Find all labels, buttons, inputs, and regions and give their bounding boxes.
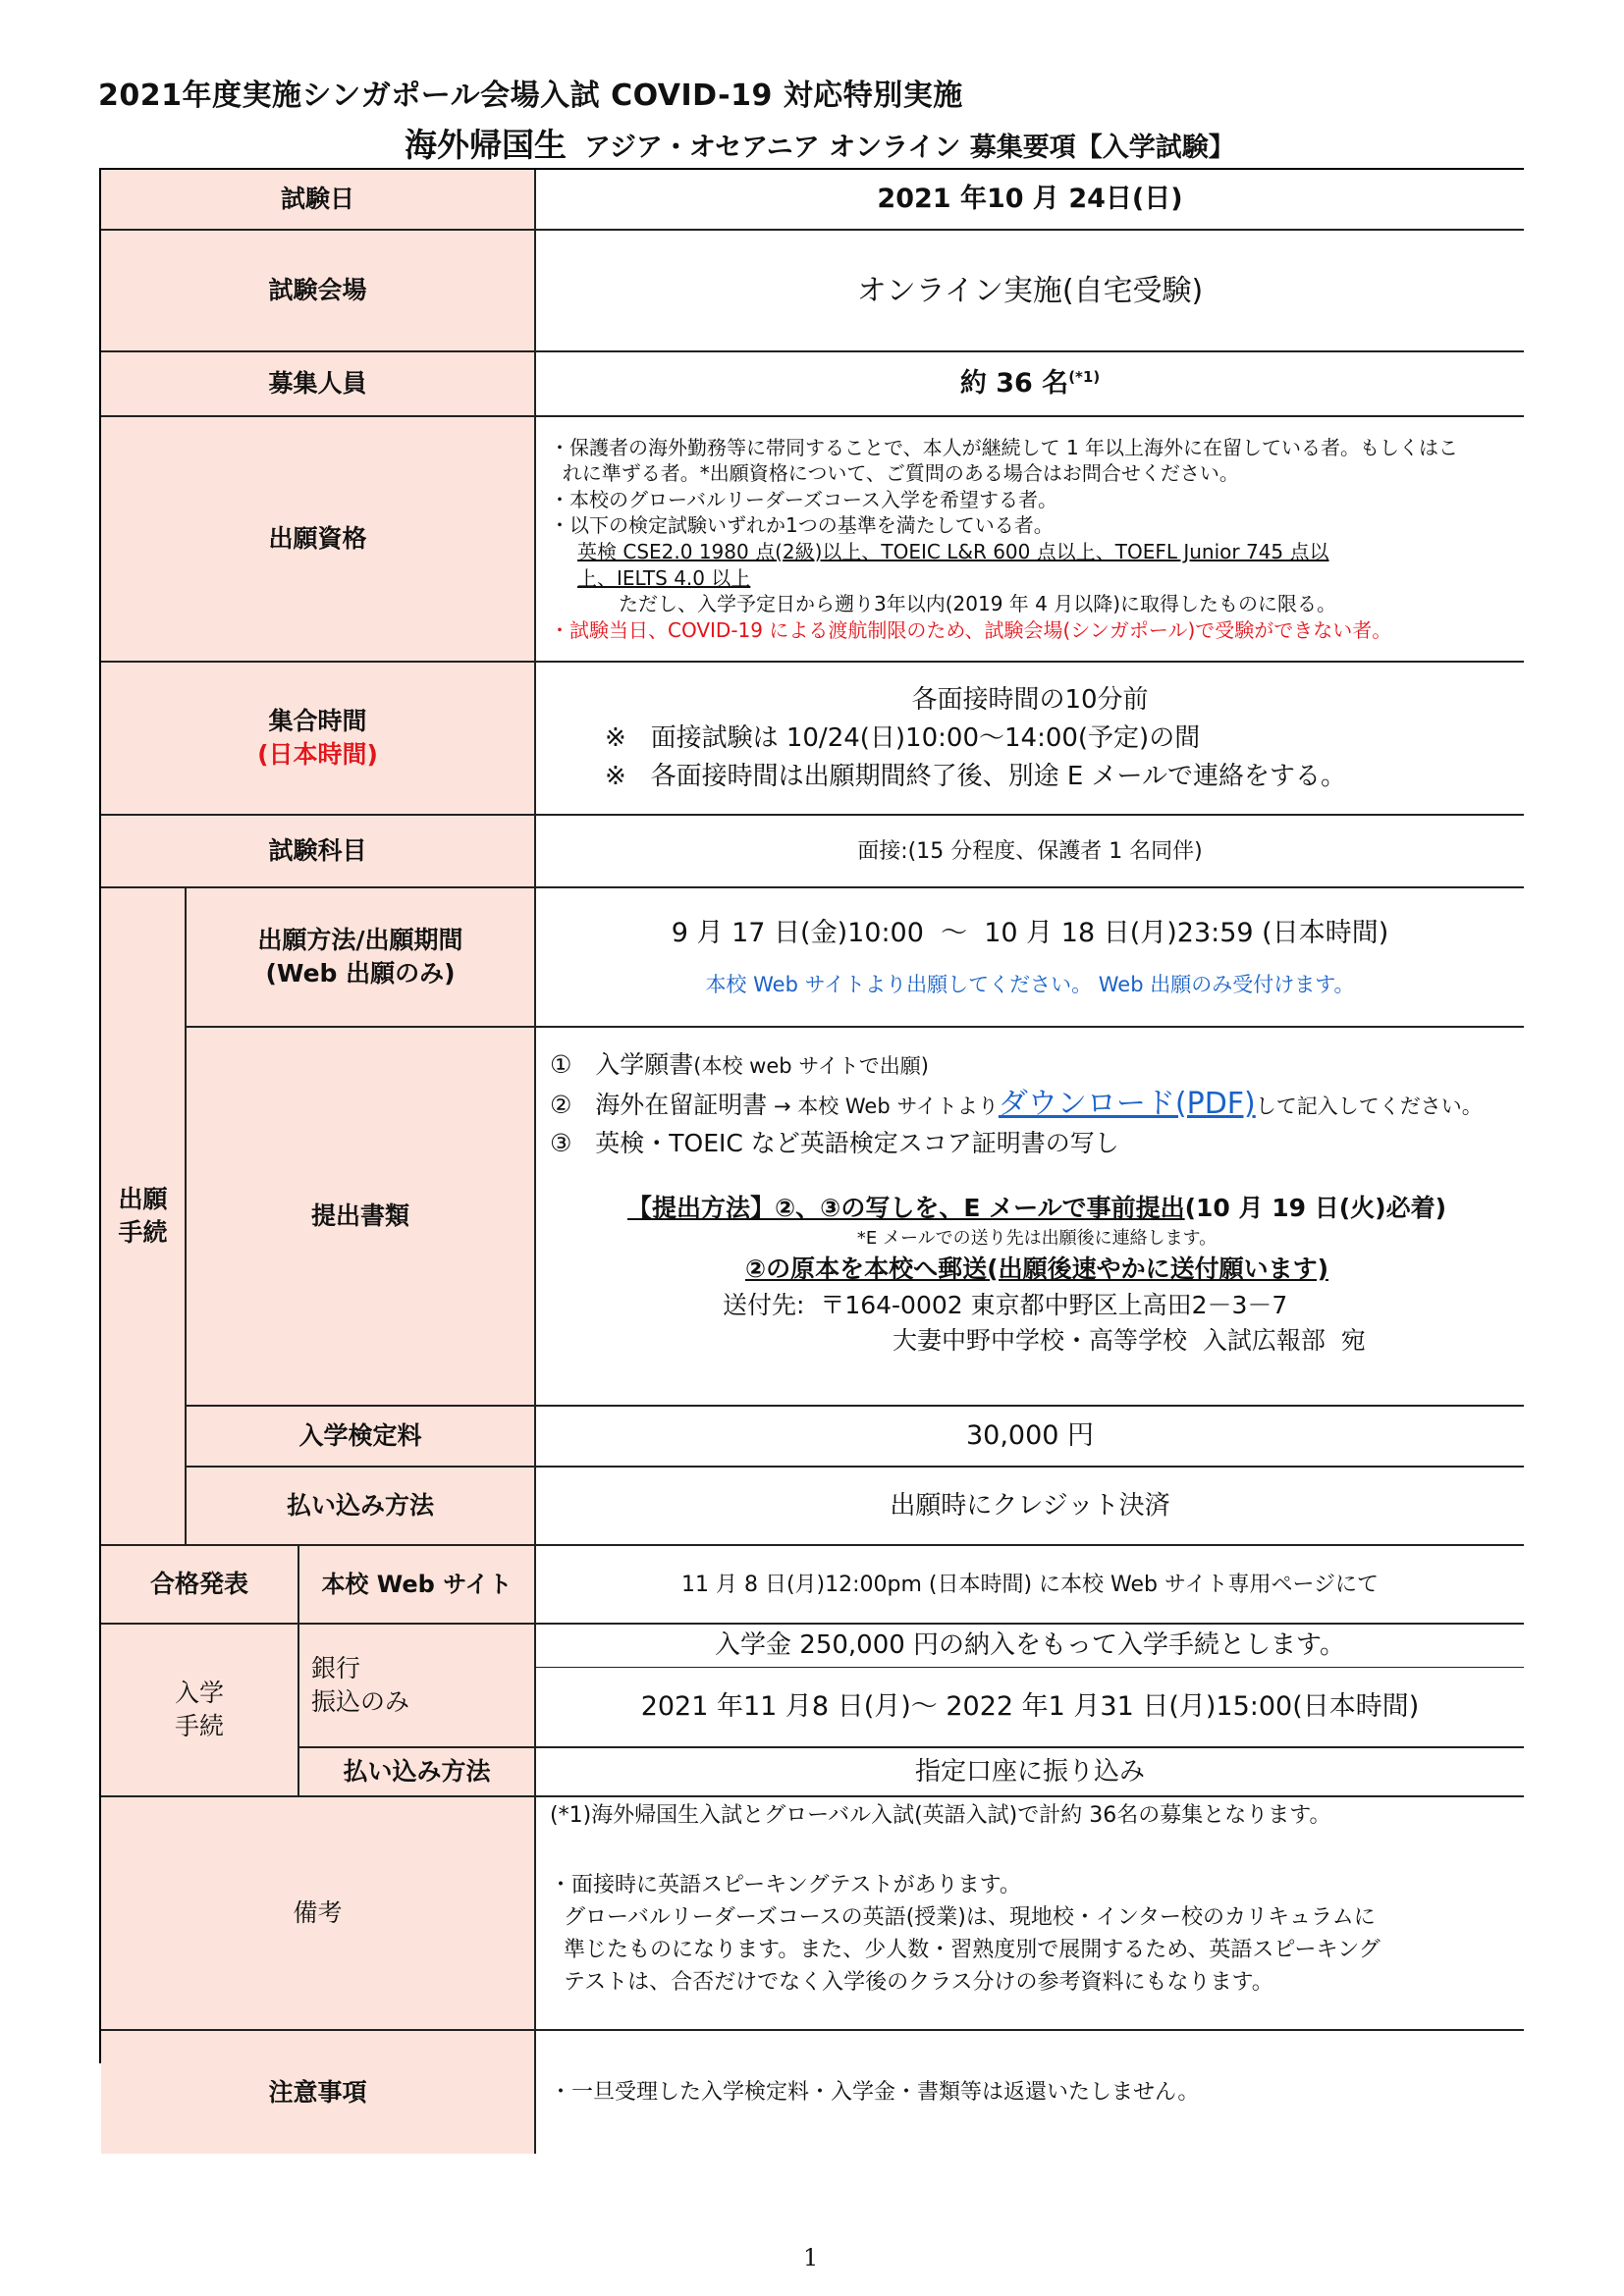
enrollment-label: 入学 手続 (101, 1625, 299, 1797)
method-value: 9 月 17 日(金)10:00 ～ 10 月 18 日(月)23:59 (日本時間) 本校 Web サイトより出願してください。 Web 出願のみ受付けます。 (536, 888, 1524, 1028)
enrollment-fee-line: 入学金 250,000 円の納入をもって入学手続とします。 (536, 1625, 1524, 1668)
bank-transfer-label: 銀行 振込のみ (299, 1625, 536, 1748)
submit-method: 【提出方法】②、③の写しを、E メールで事前提出(10 月 19 日(火)必着) (626, 1194, 1447, 1222)
subjects-value: 面接:(15 分程度、保護者 1 名同伴) (536, 816, 1524, 888)
eligibility-value: ・保護者の海外勤務等に帯同することで、本人が継続して 1 年以上海外に在留している者。もしくはこ れに準ずる者。*出願資格について、ご質問のある場合はお問合せください。 ・本校のグローバルリーダーズコース入学を希望する者。 ・以下の検定試験いずれか1つの基準を満たしている者。 英検 CSE2.0 1980 点(2級)以上、TOEIC L&R 600 点以上、TOEFL Junior 745 点以 上、IELTS 4.0 以上 ただし、入学予定日から遡り3年以内(2019 年 4 月以降)に取得したものに限る。 ・試験当日、COVID-19 による渡航制限のため、試験会場(シンガポール)で受験ができない者。 (536, 417, 1524, 663)
document-item-3: ③ 英検・TOEIC など英語検定スコア証明書の写し (550, 1128, 1119, 1157)
exam-date-value: 2021 年10 月 24日(日) (536, 170, 1524, 231)
announcement-sub-label: 本校 Web サイト (299, 1546, 536, 1625)
remarks-label: 備考 (101, 1797, 536, 2031)
enrollment-payment-label: 払い込み方法 (299, 1748, 536, 1797)
subjects-label: 試験科目 (101, 816, 536, 888)
payment-value: 出願時にクレジット決済 (536, 1468, 1524, 1546)
venue-value: オンライン実施(自宅受験) (536, 231, 1524, 352)
document-title-line1: 2021年度実施シンガポール会場入試 COVID-19 対応特別実施 (98, 79, 963, 113)
capacity-label: 募集人員 (101, 352, 536, 417)
assembly-label: 集合時間 (日本時間) (101, 663, 536, 816)
assembly-value: 各面接時間の10分前 ※ 面接試験は 10/24(日)10:00～14:00(予定)の間 ※ 各面接時間は出願期間終了後、別途 E メールで連絡をする。 (536, 663, 1524, 816)
document-item-2: ② 海外在留証明書 → 本校 Web サイトよりダウンロード(PDF)して記入してください。 (550, 1087, 1483, 1122)
procedure-group-label: 出願 手続 (101, 888, 187, 1546)
notes-label: 注意事項 (101, 2031, 536, 2154)
eligibility-label: 出願資格 (101, 417, 536, 663)
document-title-line2 (405, 120, 1235, 166)
fee-value: 30,000 円 (536, 1407, 1524, 1468)
method-label: 出願方法/出願期間 (Web 出願のみ) (187, 888, 536, 1028)
notes-value: ・一旦受理した入学検定料・入学金・書類等は返還いたしません。 (536, 2031, 1524, 2154)
announcement-value: 11 月 8 日(月)12:00pm (日本時間) に本校 Web サイト専用ページにて (536, 1546, 1524, 1625)
fee-label: 入学検定料 (187, 1407, 536, 1468)
documents-label: 提出書類 (187, 1028, 536, 1407)
announcement-label: 合格発表 (101, 1546, 299, 1625)
payment-label: 払い込み方法 (187, 1468, 536, 1546)
download-pdf-link[interactable]: ダウンロード(PDF) (998, 1087, 1256, 1122)
document-item-1: ① 入学願書(本校 web サイトで出願) (550, 1050, 929, 1079)
capacity-value: 約 36 名$^{(*1)}$ (536, 352, 1524, 417)
documents-value: ① 入学願書(本校 web サイトで出願) ② 海外在留証明書 → 本校 Web サイトよりダウンロード(PDF)して記入してください。 ③ 英検・TOEIC など英語検定スコア証明書の写し 【提出方法】②、③の写しを、E メールで事前提出(10 月 19 日(火)必着) *E メールでの送り先は出願後に連絡します。 ②の原本を本校へ郵送(出願後速やかに送付願います) 送付先: 〒164-0002 東京都中野区上高田2－3－7 大妻中野中学校・高等学校 入試広報部 宛 (536, 1028, 1524, 1407)
title-sub: アジア・オセアニア オンライン 募集要項【入学試験】 (584, 133, 1235, 163)
venue-label: 試験会場 (101, 231, 536, 352)
enrollment-period: 2021 年11 月8 日(月)～ 2022 年1 月31 日(月)15:00(日本時間) (536, 1668, 1524, 1748)
title-main: 海外帰国生 (405, 126, 567, 164)
exam-date-label: 試験日 (101, 170, 536, 231)
requirements-table (99, 168, 1524, 2107)
enrollment-payment-value: 指定口座に振り込み (536, 1748, 1524, 1797)
page-number: 1 (803, 2244, 819, 2271)
remarks-value: (*1)海外帰国生入試とグローバル入試(英語入試)で計約 36名の募集となります。 ・面接時に英語スピーキングテストがあります。 グローバルリーダーズコースの英語(授業)は、現地校・インター校のカリキュラムに 準じたものになります。また、少人数・習熟度別で展開するため、英語スピーキング テストは、合否だけでなく入学後のクラス分けの参考資料にもなります。 (536, 1797, 1524, 2031)
